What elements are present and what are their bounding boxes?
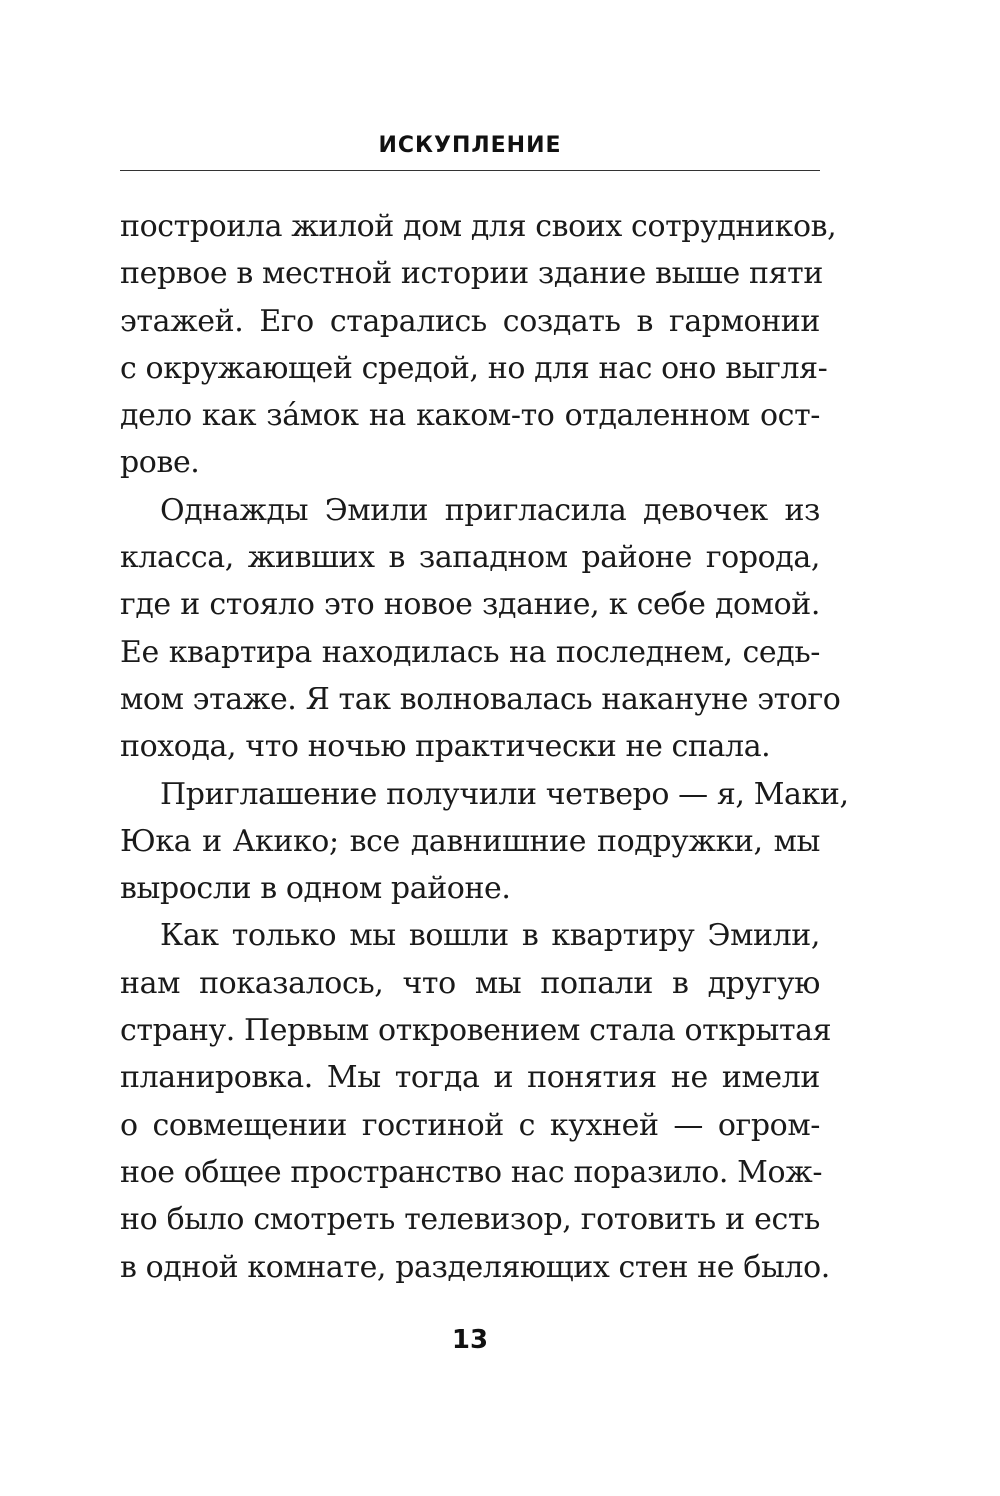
- text-line: в одной комнате, разделяющих стен не было.: [120, 1249, 830, 1285]
- body-text: [120, 203, 849, 1291]
- header-rule: [120, 170, 820, 171]
- text-line: Юка и Акико; все давнишние подружки, мы: [120, 823, 820, 859]
- text-line: нам показалось, что мы попали в другую: [120, 965, 820, 1001]
- text-line: Приглашение получили четверо — я, Маки,: [160, 776, 849, 812]
- paragraph: [120, 771, 849, 913]
- text-line: Как только мы вошли в квартиру Эмили,: [160, 918, 820, 954]
- text-line: ное общее пространство нас поразило. Мож-: [120, 1154, 823, 1190]
- text-line: Однажды Эмили пригласила девочек из: [160, 492, 820, 528]
- paragraph: [120, 203, 837, 487]
- text-line: с окружающей средой, но для нас оно выгля-: [120, 350, 828, 386]
- text-line: о совмещении гостиной с кухней — огром-: [120, 1107, 820, 1143]
- text-line: дело как за́мок на каком-то отдаленном ост-: [120, 398, 820, 434]
- paragraph: [120, 487, 841, 771]
- text-line: этажей. Его старались создать в гармонии: [120, 303, 820, 339]
- text-line: Ее квартира находилась на последнем, седь-: [120, 634, 820, 670]
- paragraph: [120, 912, 832, 1290]
- text-line: первое в местной истории здание выше пяти: [120, 256, 823, 292]
- text-line: планировка. Мы тогда и понятия не имели: [120, 1060, 820, 1096]
- page-number: 13: [451, 1325, 489, 1355]
- text-line: построила жилой дом для своих сотрудников,: [120, 209, 837, 244]
- text-line: похода, что ночью практически не спала.: [120, 729, 771, 765]
- text-line: рове.: [120, 445, 200, 481]
- text-line: выросли в одном районе.: [120, 871, 511, 907]
- text-line: класса, живших в западном районе города,: [120, 540, 820, 576]
- text-line: страну. Первым откровением стала открытая: [120, 1013, 832, 1049]
- text-line: но было смотреть телевизор, готовить и есть: [120, 1202, 820, 1238]
- text-line: где и стояло это новое здание, к себе домой.: [120, 587, 820, 623]
- running-header: ИСКУПЛЕНИЕ: [378, 133, 562, 158]
- text-line: мом этаже. Я так волновалась накануне этого: [120, 681, 841, 717]
